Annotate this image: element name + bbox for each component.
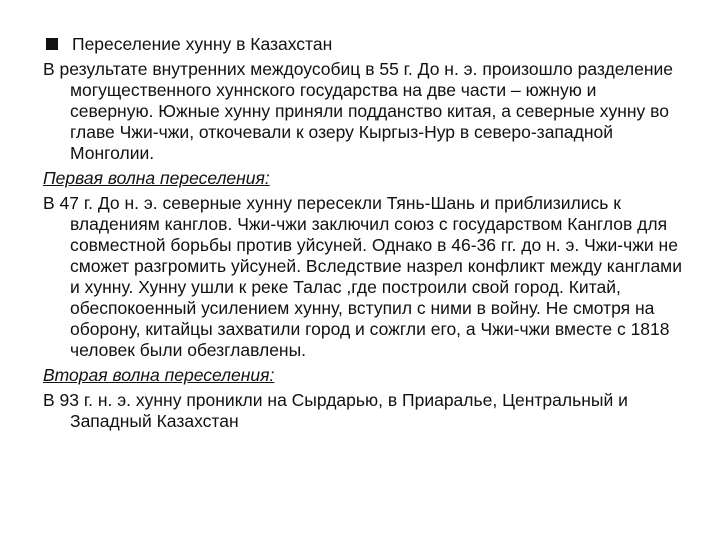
paragraph-second-wave: В 93 г. н. э. хунну проникли на Сырдарью, в Приаралье, Центральный и Западный Казахстан — [43, 390, 628, 431]
heading-first-wave: Первая волна переселения: — [43, 168, 270, 188]
square-bullet-icon — [46, 38, 58, 50]
slide-title-row — [43, 34, 683, 55]
slide-content — [43, 34, 683, 436]
paragraph-first-wave: В 47 г. До н. э. северные хунну пересекли Тянь-Шань и приблизились к владениям канглов. Чжи-чжи заключил союз с государством Канглов для совместной борьбы против уйсуней. Однако в 46-36 гг. до н. э. Чжи-чжи не сможет разгромить уйсуней. Вследствие назрел конфликт между канглами и хунну. Хунну ушли к реке Талас ,где построили свой город. Китай, обеспокоенный усилением хунну, вступил с ними в войну. Не смотря на оборону, китайцы захватили город и сожгли его, а Чжи-чжи вместе с 1818 человек были обезглавлены. — [43, 193, 682, 360]
slide-title: Переселение хунну в Казахстан — [72, 34, 333, 54]
paragraph-division: В результате внутренних междоусобиц в 55 г. До н. э. произошло разделение могущественного хуннского государства на две части – южную и северную. Южные хунну приняли подданство китая, а северные хунну во главе Чжи-чжи, откочевали к озеру Кыргыз-Нур в северо-западной Монголии. — [43, 59, 674, 163]
heading-second-wave: Вторая волна переселения: — [43, 365, 275, 385]
